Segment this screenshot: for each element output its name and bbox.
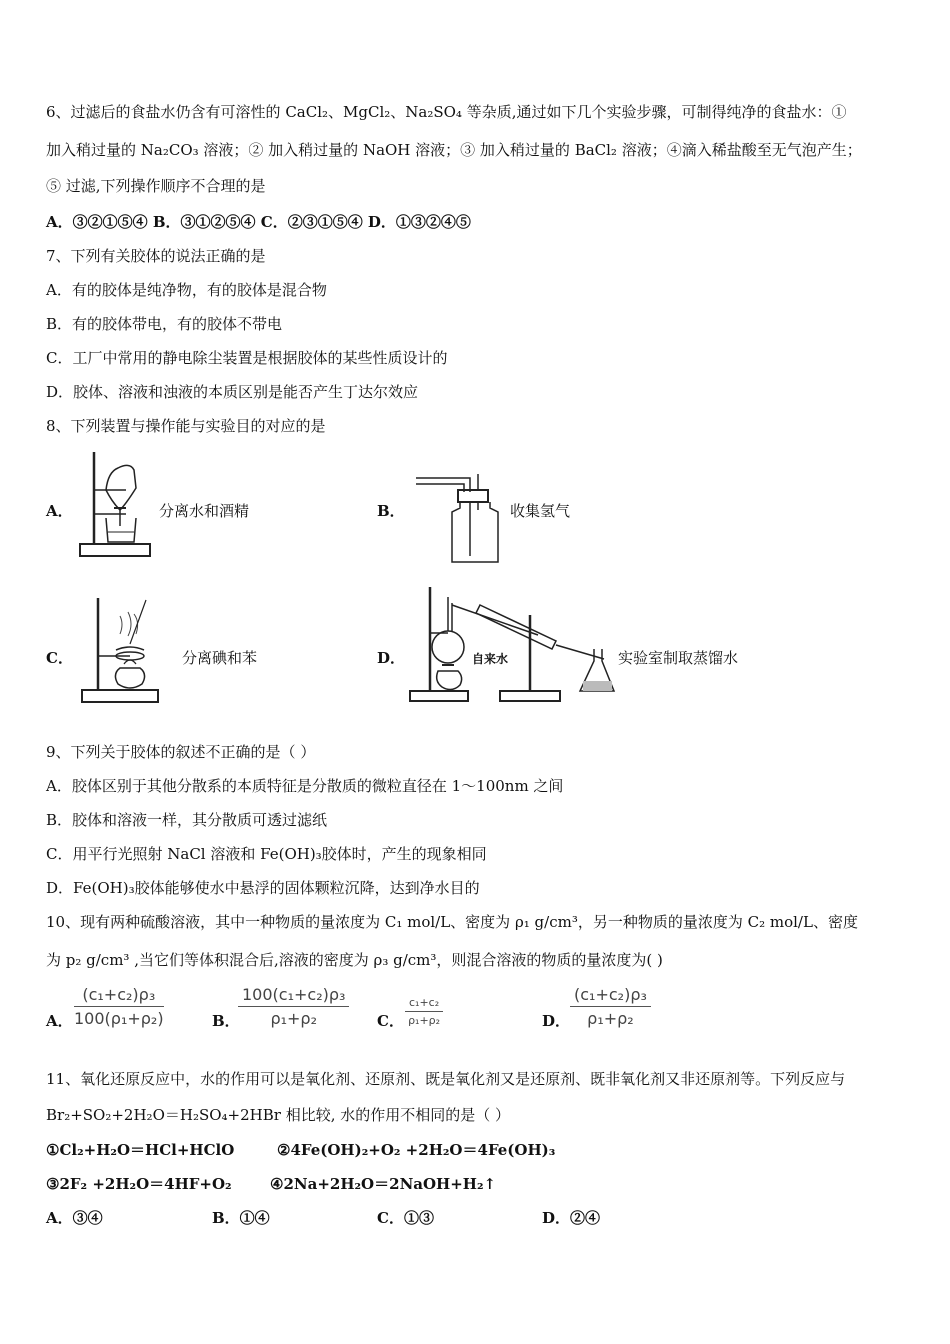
q9-option-b: B．胶体和溶液一样，其分散质可透过滤纸 <box>46 811 328 829</box>
q10-d-denominator: ρ₁+ρ₂ <box>587 1009 634 1028</box>
q10-d-fraction <box>570 985 651 1028</box>
q10-c-label: C． <box>377 1012 404 1030</box>
q7-option-d: D．胶体、溶液和浊液的本质区别是能否产生丁达尔效应 <box>46 383 419 401</box>
q8-a-text: 分离水和酒精 <box>159 502 250 520</box>
q7-option-b: B．有的胶体带电，有的胶体不带电 <box>46 315 283 333</box>
q11-reaction-1: ①Cl₂+H₂O＝HCl+HClO <box>46 1141 235 1159</box>
q11-reaction-3: ③2F₂ +2H₂O＝4HF+O₂ <box>46 1175 232 1193</box>
q10-line2: 为 p₂ g/cm³ ,当它们等体积混合后,溶液的密度为 ρ₃ g/cm³，则混合溶液的物质的量浓度为( ) <box>46 951 663 969</box>
q10-a-fraction <box>74 985 164 1028</box>
q11-option-b: B．①④ <box>212 1209 270 1227</box>
q7-option-c: C．工厂中常用的静电除尘装置是根据胶体的某些性质设计的 <box>46 349 448 367</box>
q9-option-a: A．胶体区别于其他分散系的本质特征是分散质的微粒直径在 1～100nm 之间 <box>46 777 564 795</box>
separatory-funnel-apparatus <box>78 448 153 560</box>
q10-c-numerator: c₁+c₂ <box>405 996 443 1012</box>
q11-reaction-4: ④2Na+2H₂O＝2NaOH+H₂↑ <box>270 1175 497 1193</box>
q9-option-c: C．用平行光照射 NaCl 溶液和 Fe(OH)₃胶体时，产生的现象相同 <box>46 845 487 863</box>
q10-b-denominator: ρ₁+ρ₂ <box>270 1009 317 1028</box>
q11-reaction-2: ②4Fe(OH)₂+O₂ +2H₂O＝4Fe(OH)₃ <box>277 1141 556 1159</box>
q11-option-c: C．①③ <box>377 1209 434 1227</box>
q8-b-text: 收集氢气 <box>510 502 571 520</box>
q8-d-inner-label: 自来水 <box>472 652 509 666</box>
q10-d-numerator: (c₁+c₂)ρ₃ <box>570 985 651 1007</box>
q6-options: A．③②①⑤④ B．③①②⑤④ C．②③①⑤④ D．①③②④⑤ <box>46 213 471 231</box>
q10-a-numerator: (c₁+c₂)ρ₃ <box>74 985 164 1007</box>
q8-a-label: A． <box>46 502 73 520</box>
q8-d-label: D． <box>377 649 406 667</box>
q10-a-label: A． <box>46 1012 73 1030</box>
q11-line2: Br₂+SO₂+2H₂O＝H₂SO₄+2HBr 相比较, 水的作用不相同的是（ ） <box>46 1106 511 1124</box>
q8-stem: 8、下列装置与操作能与实验目的对应的是 <box>46 417 326 435</box>
q8-c-text: 分离碘和苯 <box>182 649 258 667</box>
q10-a-denominator: 100(ρ₁+ρ₂) <box>74 1009 164 1028</box>
q11-line1: 11、氧化还原反应中，水的作用可以是氧化剂、还原剂、既是氧化剂又是还原剂、既非氧化剂又非还原剂等。下列反应与 <box>46 1070 846 1088</box>
q10-line1: 10、现有两种硫酸溶液，其中一种物质的量浓度为 C₁ mol/L、密度为 ρ₁ g/cm³，另一种物质的量浓度为 C₂ mol/L、密度 <box>46 913 858 931</box>
q10-d-label: D． <box>542 1012 571 1030</box>
q6-line1: 6、过滤后的食盐水仍含有可溶性的 CaCl₂、MgCl₂、Na₂SO₄ 等杂质,通过如下几个实验步骤，可制得纯净的食盐水：① <box>46 103 847 121</box>
distillation-apparatus <box>408 583 618 709</box>
q11-option-a: A．③④ <box>46 1209 103 1227</box>
q8-b-label: B． <box>377 502 405 520</box>
q9-option-d: D．Fe(OH)₃胶体能够使水中悬浮的固体颗粒沉降，达到净水目的 <box>46 879 480 897</box>
q10-c-denominator: ρ₁+ρ₂ <box>408 1014 441 1027</box>
q6-line2: 加入稍过量的 Na₂CO₃ 溶液；② 加入稍过量的 NaOH 溶液；③ 加入稍过量的 BaCl₂ 溶液；④滴入稀盐酸至无气泡产生； <box>46 141 862 159</box>
q7-option-a: A．有的胶体是纯净物，有的胶体是混合物 <box>46 281 327 299</box>
q8-c-label: C． <box>46 649 73 667</box>
q10-b-fraction <box>238 985 349 1028</box>
q11-option-d: D．②④ <box>542 1209 601 1227</box>
q6-line3: ⑤ 过滤,下列操作顺序不合理的是 <box>46 177 266 195</box>
q10-c-fraction <box>405 996 443 1027</box>
q10-b-label: B． <box>212 1012 240 1030</box>
q10-b-numerator: 100(c₁+c₂)ρ₃ <box>238 985 349 1007</box>
q8-d-text: 实验室制取蒸馏水 <box>618 649 739 667</box>
q9-stem: 9、下列关于胶体的叙述不正确的是（ ） <box>46 743 316 761</box>
gas-collection-bottle <box>414 470 504 566</box>
q7-stem: 7、下列有关胶体的说法正确的是 <box>46 247 266 265</box>
sublimation-apparatus <box>76 594 166 706</box>
